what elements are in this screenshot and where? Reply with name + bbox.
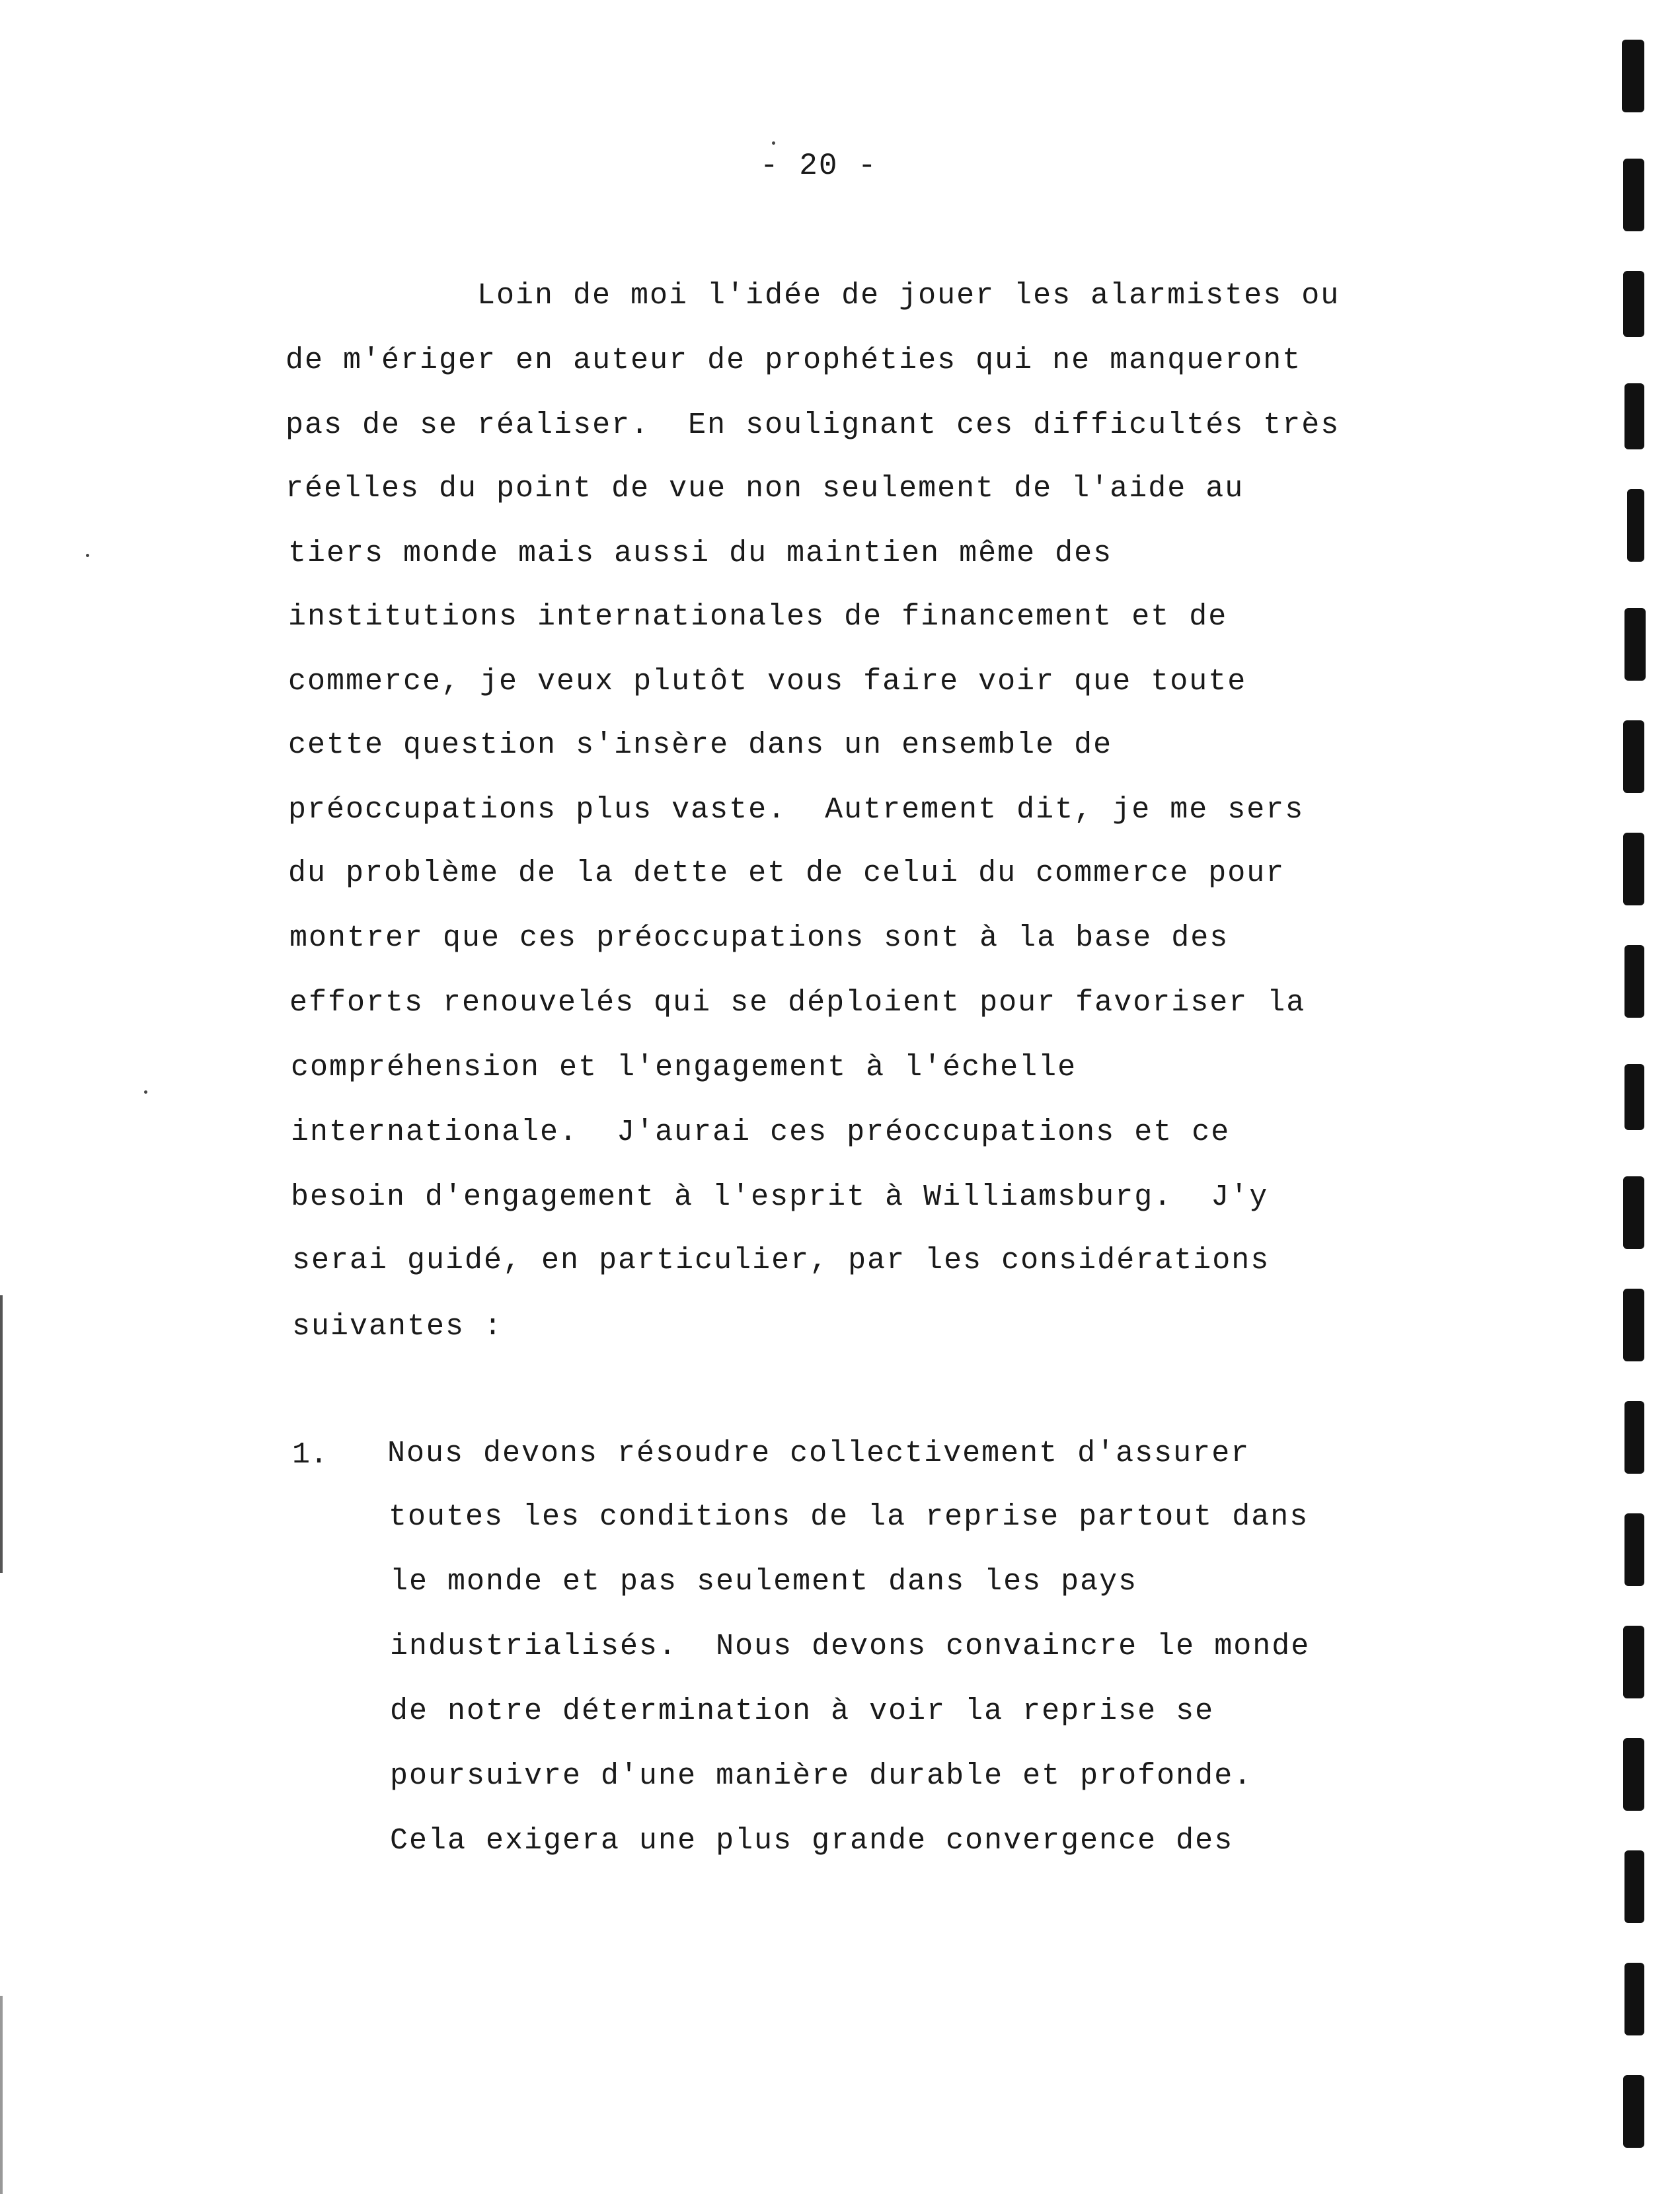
- text-line: Cela exigera une plus grande convergence des: [390, 1824, 1234, 1858]
- text-line: de m'ériger en auteur de prophéties qui ne manqueront: [286, 344, 1302, 377]
- binding-mark: [1624, 1963, 1644, 2035]
- binding-mark: [1623, 720, 1644, 793]
- binding-mark: [1623, 1626, 1644, 1698]
- text-line: Loin de moi l'idée de jouer les alarmistes ou: [477, 279, 1340, 313]
- text-line: du problème de la dette et de celui du commerce pour: [288, 856, 1285, 890]
- text-line: le monde et pas seulement dans les pays: [390, 1565, 1138, 1599]
- text-line: commerce, je veux plutôt vous faire voir que toute: [288, 665, 1247, 699]
- text-line: réelles du point de vue non seulement de l'aide au: [286, 472, 1244, 506]
- binding-mark: [1623, 833, 1644, 905]
- binding-mark: [1623, 1738, 1644, 1811]
- binding-mark: [1624, 608, 1646, 681]
- binding-mark: [1624, 1401, 1644, 1474]
- binding-mark: [1627, 489, 1644, 562]
- scan-speck: [86, 554, 89, 557]
- binding-mark: [1624, 1064, 1644, 1130]
- text-line: besoin d'engagement à l'esprit à Williamsburg. J'y: [291, 1180, 1269, 1214]
- binding-mark: [1624, 945, 1644, 1018]
- text-line: internationale. J'aurai ces préoccupations et ce: [291, 1116, 1231, 1149]
- text-line: efforts renouvelés qui se déploient pour favoriser la: [289, 986, 1306, 1020]
- binding-mark: [1624, 1850, 1644, 1923]
- text-line: pas de se réaliser. En soulignant ces difficultés très: [286, 408, 1340, 442]
- binding-mark: [1624, 383, 1644, 449]
- scan-speck: [144, 1090, 147, 1094]
- binding-mark: [1623, 1289, 1644, 1361]
- binding-mark: [1622, 40, 1644, 112]
- text-line: industrialisés. Nous devons convaincre le monde: [390, 1630, 1311, 1663]
- scan-edge-line: [0, 1295, 3, 1573]
- text-line: toutes les conditions de la reprise partout dans: [389, 1500, 1309, 1534]
- binding-mark: [1623, 271, 1644, 337]
- text-line: compréhension et l'engagement à l'échelle: [291, 1051, 1077, 1084]
- text-line: suivantes :: [292, 1310, 504, 1344]
- binding-mark: [1623, 159, 1644, 231]
- binding-mark: [1623, 2075, 1644, 2148]
- scan-speck: [772, 141, 775, 145]
- list-number: 1.: [292, 1438, 328, 1472]
- text-line: tiers monde mais aussi du maintien même des: [288, 537, 1113, 570]
- text-line: institutions internationales de financement et de: [288, 600, 1228, 634]
- scan-edge-line: [0, 1996, 3, 2194]
- text-line: poursuivre d'une manière durable et profonde.: [390, 1759, 1253, 1793]
- text-line: de notre détermination à voir la reprise se: [390, 1694, 1215, 1728]
- binding-mark: [1624, 1513, 1644, 1586]
- text-line: montrer que ces préoccupations sont à la base des: [289, 921, 1229, 955]
- text-line: cette question s'insère dans un ensemble de: [288, 728, 1113, 762]
- text-line: serai guidé, en particulier, par les considérations: [292, 1244, 1270, 1277]
- page-number: - 20 -: [760, 149, 878, 183]
- text-line: Nous devons résoudre collectivement d'assurer: [387, 1437, 1250, 1470]
- text-line: préoccupations plus vaste. Autrement dit, je me sers: [288, 793, 1305, 827]
- binding-mark: [1623, 1176, 1644, 1249]
